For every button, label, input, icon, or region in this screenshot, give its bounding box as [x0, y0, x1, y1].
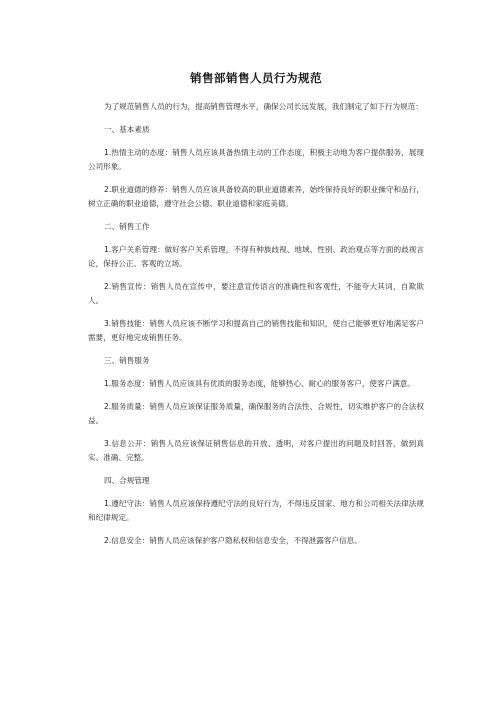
section-heading-sales-service: 三、销售服务: [104, 356, 150, 365]
section-item: 2.职业道德的修养：销售人员应该具备较高的职业道德素养，始终保持良好的职业操守和品行，树立正确的职业道德，遵守社会公德、职业道德和家庭美德。: [88, 185, 424, 208]
section-heading-basic-quality: 一、基本素质: [104, 125, 150, 134]
section-item: 2.销售宣传：销售人员在宣传中，要注意宣传语言的准确性和客观性，不能夸大其词，自欺欺人。: [88, 282, 424, 305]
section-item: 3.销售技能：销售人员应该不断学习和提高自己的销售技能和知识，使自己能够更好地满足客户需要，更好地完成销售任务。: [88, 319, 424, 342]
section-item: 1.客户关系管理：做好客户关系管理，不得有种族歧视、地域、性别、政治观点等方面的歧视言论，保持公正、客观的立场。: [88, 245, 424, 268]
section-item: 2.服务质量：销售人员应该保证服务质量，确保服务的合法性、合规性，切实维护客户的合法权益。: [88, 402, 424, 425]
section-item: 1.热情主动的态度：销售人员应该具备热情主动的工作态度，积极主动地为客户提供服务，展现公司形象。: [88, 148, 424, 171]
section-item: 1.遵纪守法：销售人员应该保持遵纪守法的良好行为，不得违反国家、地方和公司相关法律法规和纪律规定。: [88, 499, 424, 522]
intro-paragraph: 为了规范销售人员的行为，提高销售管理水平，确保公司长远发展，我们制定了如下行为规范：: [104, 102, 423, 111]
section-heading-compliance: 四、合规管理: [104, 476, 150, 485]
document-title: 销售部销售人员行为规范: [190, 71, 322, 85]
section-item: 2.信息安全：销售人员应该保护客户隐私权和信息安全，不得泄露客户信息。: [104, 536, 362, 545]
section-item: 3.信息公开：销售人员应该保证销售信息的开放、透明，对客户提出的问题及时回答，做到真实、准确、完整。: [88, 439, 424, 462]
section-item: 1.服务态度：销售人员应该具有优质的服务态度，能够热心、耐心的服务客户，使客户满意。: [104, 379, 415, 388]
section-heading-sales-work: 二、销售工作: [104, 222, 150, 231]
